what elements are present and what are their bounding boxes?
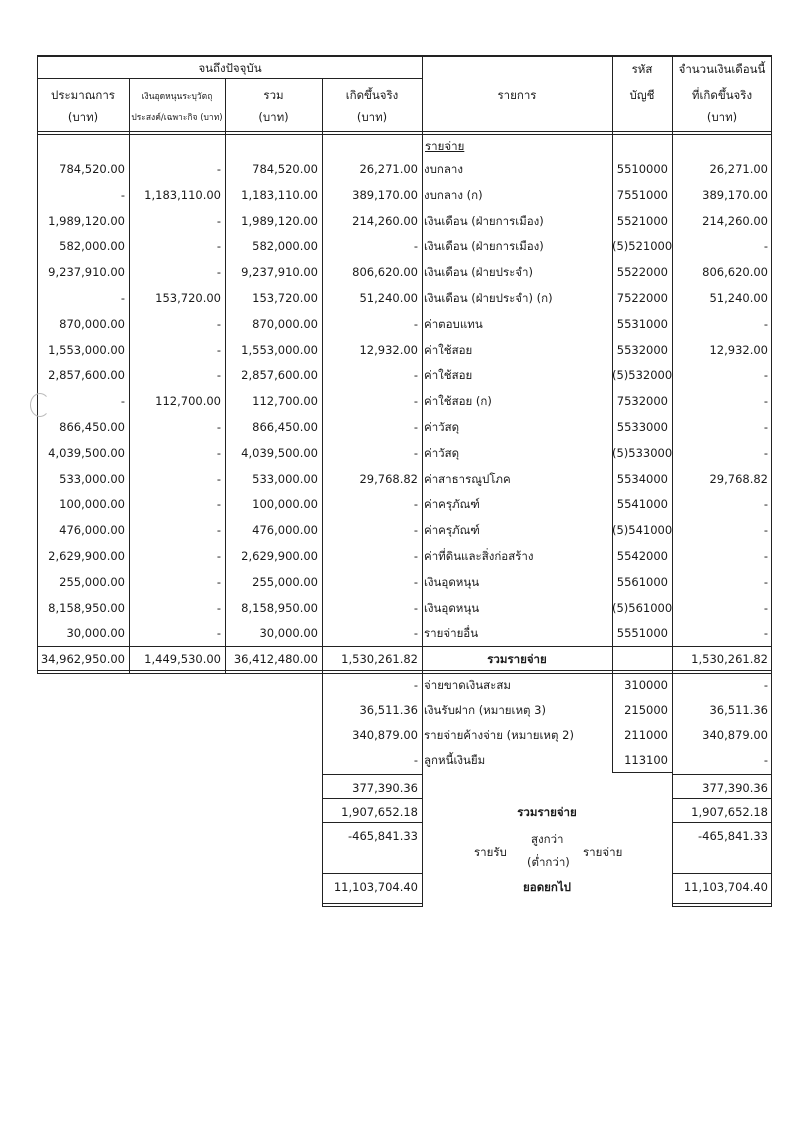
cell-item: รายจ่ายอื่น <box>424 626 479 640</box>
col-estimate-line1: ประมาณการ <box>51 88 115 102</box>
col-month-line1: จำนวนเงินเดือนนี้ <box>678 62 766 76</box>
cell-subsidy: 1,183,110.00 <box>144 188 221 202</box>
total-label: รวมรายจ่าย <box>487 652 547 666</box>
group-header-title: จนถึงปัจจุบัน <box>198 61 262 75</box>
cell-actual: 29,768.82 <box>359 472 418 486</box>
cell-month: - <box>763 753 768 767</box>
group-header-underline <box>37 78 423 79</box>
carry-bottom-line-2 <box>322 906 422 907</box>
totals-bottom-border-2 <box>37 673 772 674</box>
cell-code: (5)533000 <box>612 446 673 460</box>
cell-subsidy: - <box>216 626 221 640</box>
cell-estimate: - <box>120 188 125 202</box>
total-subsidy: 1,449,530.00 <box>144 652 221 666</box>
cell-estimate: 2,857,600.00 <box>48 368 125 382</box>
cell-code: 5533000 <box>616 420 668 434</box>
carry-bottom-line-right <box>672 903 772 904</box>
grand-month: 1,907,652.18 <box>691 805 768 819</box>
cell-estimate: 30,000.00 <box>66 626 125 640</box>
subtotal-top-line <box>322 774 422 775</box>
cell-total: 255,000.00 <box>252 575 318 589</box>
carry-top-line-right <box>672 873 772 874</box>
cell-code: (5)532000 <box>612 368 673 382</box>
cell-estimate: 100,000.00 <box>59 497 125 511</box>
carry-bottom-line <box>322 903 422 904</box>
col-total-line2: (บาท) <box>258 110 289 124</box>
cell-subsidy: - <box>216 265 221 279</box>
total-actual: 1,530,261.82 <box>341 652 418 666</box>
cell-code: 5541000 <box>616 497 668 511</box>
diff-lower-label: (ต่ำกว่า) <box>527 855 570 869</box>
carry-label: ยอดยกไป <box>523 880 571 894</box>
cell-code: (5)561000 <box>612 601 673 615</box>
cell-estimate: 533,000.00 <box>59 472 125 486</box>
cell-estimate: 8,158,950.00 <box>48 601 125 615</box>
cell-estimate: 870,000.00 <box>59 317 125 331</box>
cell-item: ค่าใช้สอย <box>424 343 473 357</box>
cell-code: 7522000 <box>616 291 668 305</box>
cell-subsidy: - <box>216 601 221 615</box>
cell-month: 340,879.00 <box>702 728 768 742</box>
cell-total: 533,000.00 <box>252 472 318 486</box>
subtotal-top-line-right <box>672 774 772 775</box>
cell-subsidy: - <box>216 446 221 460</box>
cell-code: 113100 <box>624 753 668 767</box>
cell-item: ลูกหนี้เงินยืม <box>424 753 486 767</box>
grand-bottom-line-right <box>672 822 772 823</box>
cell-code: 310000 <box>624 678 668 692</box>
grand-top-line-right <box>672 798 772 799</box>
cell-item: ค่าครุภัณฑ์ <box>424 523 480 537</box>
cell-month: 26,271.00 <box>709 162 768 176</box>
cell-estimate: 582,000.00 <box>59 239 125 253</box>
cell-actual: - <box>413 575 418 589</box>
cell-total: 784,520.00 <box>252 162 318 176</box>
diff-month: -465,841.33 <box>698 829 768 843</box>
cell-total: 30,000.00 <box>259 626 318 640</box>
cell-month: - <box>763 394 768 408</box>
cell-code: 211000 <box>624 728 668 742</box>
col-subsidy-line1: เงินอุดหนุนระบุวัตถุ <box>141 92 213 102</box>
diff-higher-label: สูงกว่า <box>531 832 564 846</box>
cell-month: - <box>763 523 768 537</box>
carry-bottom-line-right-2 <box>672 906 772 907</box>
grand-label: รวมรายจ่าย <box>517 805 577 819</box>
cell-actual: - <box>413 497 418 511</box>
header-bottom-border-2 <box>37 134 772 135</box>
cell-subsidy: - <box>216 420 221 434</box>
cell-month: 12,932.00 <box>709 343 768 357</box>
cell-actual: - <box>413 678 418 692</box>
totals-top-border <box>37 646 772 647</box>
cell-month: - <box>763 317 768 331</box>
cell-code: 5542000 <box>616 549 668 563</box>
cell-item: ค่าสาธารณูปโภค <box>424 472 511 486</box>
cell-total: 1,989,120.00 <box>241 214 318 228</box>
diff-actual: -465,841.33 <box>348 829 418 843</box>
totals-bottom-border <box>37 670 772 671</box>
col-actual-line2: (บาท) <box>356 110 388 124</box>
cell-subsidy: - <box>216 575 221 589</box>
cell-estimate: 2,629,900.00 <box>48 549 125 563</box>
cell-estimate: 4,039,500.00 <box>48 446 125 460</box>
cell-total: 153,720.00 <box>252 291 318 305</box>
cell-code: 5521000 <box>616 214 668 228</box>
cell-month: 51,240.00 <box>709 291 768 305</box>
col-line-4 <box>422 55 423 907</box>
carry-actual: 11,103,704.40 <box>333 880 418 894</box>
cell-item: งบกลาง (ก) <box>424 188 483 202</box>
grand-bottom-line <box>322 822 422 823</box>
carry-month: 11,103,704.40 <box>683 880 768 894</box>
cell-subsidy: - <box>216 523 221 537</box>
cell-subsidy: - <box>216 343 221 357</box>
cell-month: - <box>763 549 768 563</box>
cell-subsidy: 112,700.00 <box>155 394 221 408</box>
cell-total: 476,000.00 <box>252 523 318 537</box>
code-box-bottom <box>612 772 672 773</box>
cell-code: 5561000 <box>616 575 668 589</box>
diff-expense-label: รายจ่าย <box>583 845 623 859</box>
total-month: 1,530,261.82 <box>691 652 768 666</box>
cell-month: 36,511.36 <box>709 703 768 717</box>
cell-actual: - <box>413 420 418 434</box>
grand-top-line <box>322 798 422 799</box>
cell-estimate: - <box>120 394 125 408</box>
section-title: รายจ่าย <box>425 139 465 153</box>
col-code-line2: บัญชี <box>629 88 655 102</box>
cell-actual: - <box>413 368 418 382</box>
cell-estimate: 476,000.00 <box>59 523 125 537</box>
cell-item: ค่าครุภัณฑ์ <box>424 497 480 511</box>
cell-item: เงินเดือน (ฝ่ายประจำ) <box>424 265 533 279</box>
col-month-line3: (บาท) <box>706 110 738 124</box>
cell-subsidy: - <box>216 549 221 563</box>
cell-item: เงินอุดหนุน <box>424 601 480 615</box>
cell-actual: 389,170.00 <box>352 188 418 202</box>
col-month-line2: ที่เกิดขึ้นจริง <box>691 88 753 102</box>
cell-item: เงินอุดหนุน <box>424 575 480 589</box>
cell-actual: 340,879.00 <box>352 728 418 742</box>
cell-item: เงินรับฝาก (หมายเหตุ 3) <box>424 703 546 717</box>
cell-actual: - <box>413 239 418 253</box>
cell-code: 7532000 <box>616 394 668 408</box>
cell-subsidy: - <box>216 162 221 176</box>
cell-item: ค่าวัสดุ <box>424 446 460 460</box>
subtotal-actual: 377,390.36 <box>352 781 418 795</box>
col-subsidy-line2: ประสงค์/เฉพาะกิจ (บาท) <box>131 113 223 123</box>
cell-total: 2,629,900.00 <box>241 549 318 563</box>
header-bottom-border <box>37 131 772 132</box>
cell-total: 4,039,500.00 <box>241 446 318 460</box>
cell-total: 870,000.00 <box>252 317 318 331</box>
cell-actual: - <box>413 626 418 640</box>
cell-month: - <box>763 239 768 253</box>
col-item-header: รายการ <box>497 88 537 102</box>
cell-item: ค่าใช้สอย (ก) <box>424 394 492 408</box>
cell-item: เงินเดือน (ฝ่ายการเมือง) <box>424 214 544 228</box>
cell-month: - <box>763 601 768 615</box>
cell-total: 112,700.00 <box>252 394 318 408</box>
cell-actual: - <box>413 753 418 767</box>
cell-total: 866,450.00 <box>252 420 318 434</box>
col-total-line1: รวม <box>263 88 284 102</box>
cell-subsidy: 153,720.00 <box>155 291 221 305</box>
cell-total: 582,000.00 <box>252 239 318 253</box>
col-code-line1: รหัส <box>631 62 653 76</box>
cell-total: 9,237,910.00 <box>241 265 318 279</box>
cell-total: 1,553,000.00 <box>241 343 318 357</box>
cell-code: 5534000 <box>616 472 668 486</box>
cell-actual: - <box>413 317 418 331</box>
cell-code: 5551000 <box>616 626 668 640</box>
cell-month: - <box>763 420 768 434</box>
col-line-right <box>771 55 772 907</box>
cell-total: 1,183,110.00 <box>241 188 318 202</box>
col-estimate-line2: (บาท) <box>67 110 99 124</box>
cell-code: (5)541000 <box>612 523 673 537</box>
cell-actual: 51,240.00 <box>359 291 418 305</box>
cell-subsidy: - <box>216 239 221 253</box>
cell-item: เงินเดือน (ฝ่ายประจำ) (ก) <box>424 291 553 305</box>
diff-income-label: รายรับ <box>474 845 507 859</box>
cell-code: 5522000 <box>616 265 668 279</box>
cell-subsidy: - <box>216 368 221 382</box>
cell-month: 214,260.00 <box>702 214 768 228</box>
cell-actual: - <box>413 394 418 408</box>
total-total: 36,412,480.00 <box>233 652 318 666</box>
cell-total: 8,158,950.00 <box>241 601 318 615</box>
total-estimate: 34,962,950.00 <box>40 652 125 666</box>
cell-month: - <box>763 497 768 511</box>
cell-subsidy: - <box>216 497 221 511</box>
cell-item: ค่าใช้สอย <box>424 368 473 382</box>
subtotal-month: 377,390.36 <box>702 781 768 795</box>
cell-month: 806,620.00 <box>702 265 768 279</box>
cell-actual: 26,271.00 <box>359 162 418 176</box>
cell-total: 2,857,600.00 <box>241 368 318 382</box>
cell-actual: - <box>413 523 418 537</box>
cell-item: ค่าตอบแทน <box>424 317 483 331</box>
table-top-border <box>37 55 772 57</box>
cell-item: เงินเดือน (ฝ่ายการเมือง) <box>424 239 544 253</box>
grand-actual: 1,907,652.18 <box>341 805 418 819</box>
cell-estimate: 1,989,120.00 <box>48 214 125 228</box>
cell-actual: - <box>413 601 418 615</box>
cell-month: 29,768.82 <box>709 472 768 486</box>
cell-total: 100,000.00 <box>252 497 318 511</box>
cell-month: - <box>763 446 768 460</box>
cell-item: ค่าวัสดุ <box>424 420 460 434</box>
cell-estimate: 9,237,910.00 <box>48 265 125 279</box>
cell-subsidy: - <box>216 472 221 486</box>
cell-subsidy: - <box>216 214 221 228</box>
cell-item: งบกลาง <box>424 162 463 176</box>
cell-month: - <box>763 575 768 589</box>
cell-actual: 12,932.00 <box>359 343 418 357</box>
cell-actual: - <box>413 549 418 563</box>
cell-actual: 214,260.00 <box>352 214 418 228</box>
punch-hole <box>30 393 50 417</box>
cell-estimate: - <box>120 291 125 305</box>
cell-estimate: 866,450.00 <box>59 420 125 434</box>
cell-item: ค่าที่ดินและสิ่งก่อสร้าง <box>424 549 534 563</box>
cell-code: 5532000 <box>616 343 668 357</box>
cell-actual: - <box>413 446 418 460</box>
cell-month: - <box>763 368 768 382</box>
cell-actual: 806,620.00 <box>352 265 418 279</box>
cell-code: (5)521000 <box>612 239 673 253</box>
cell-estimate: 255,000.00 <box>59 575 125 589</box>
cell-code: 5531000 <box>616 317 668 331</box>
cell-item: รายจ่ายค้างจ่าย (หมายเหตุ 2) <box>424 728 574 742</box>
cell-month: - <box>763 678 768 692</box>
cell-estimate: 1,553,000.00 <box>48 343 125 357</box>
cell-subsidy: - <box>216 317 221 331</box>
cell-month: - <box>763 626 768 640</box>
cell-actual: 36,511.36 <box>359 703 418 717</box>
cell-estimate: 784,520.00 <box>59 162 125 176</box>
cell-item: จ่ายขาดเงินสะสม <box>424 678 511 692</box>
cell-month: 389,170.00 <box>702 188 768 202</box>
col-actual-line1: เกิดขึ้นจริง <box>345 88 399 102</box>
cell-code: 7551000 <box>616 188 668 202</box>
carry-top-line <box>322 873 422 874</box>
cell-code: 215000 <box>624 703 668 717</box>
cell-code: 5510000 <box>616 162 668 176</box>
